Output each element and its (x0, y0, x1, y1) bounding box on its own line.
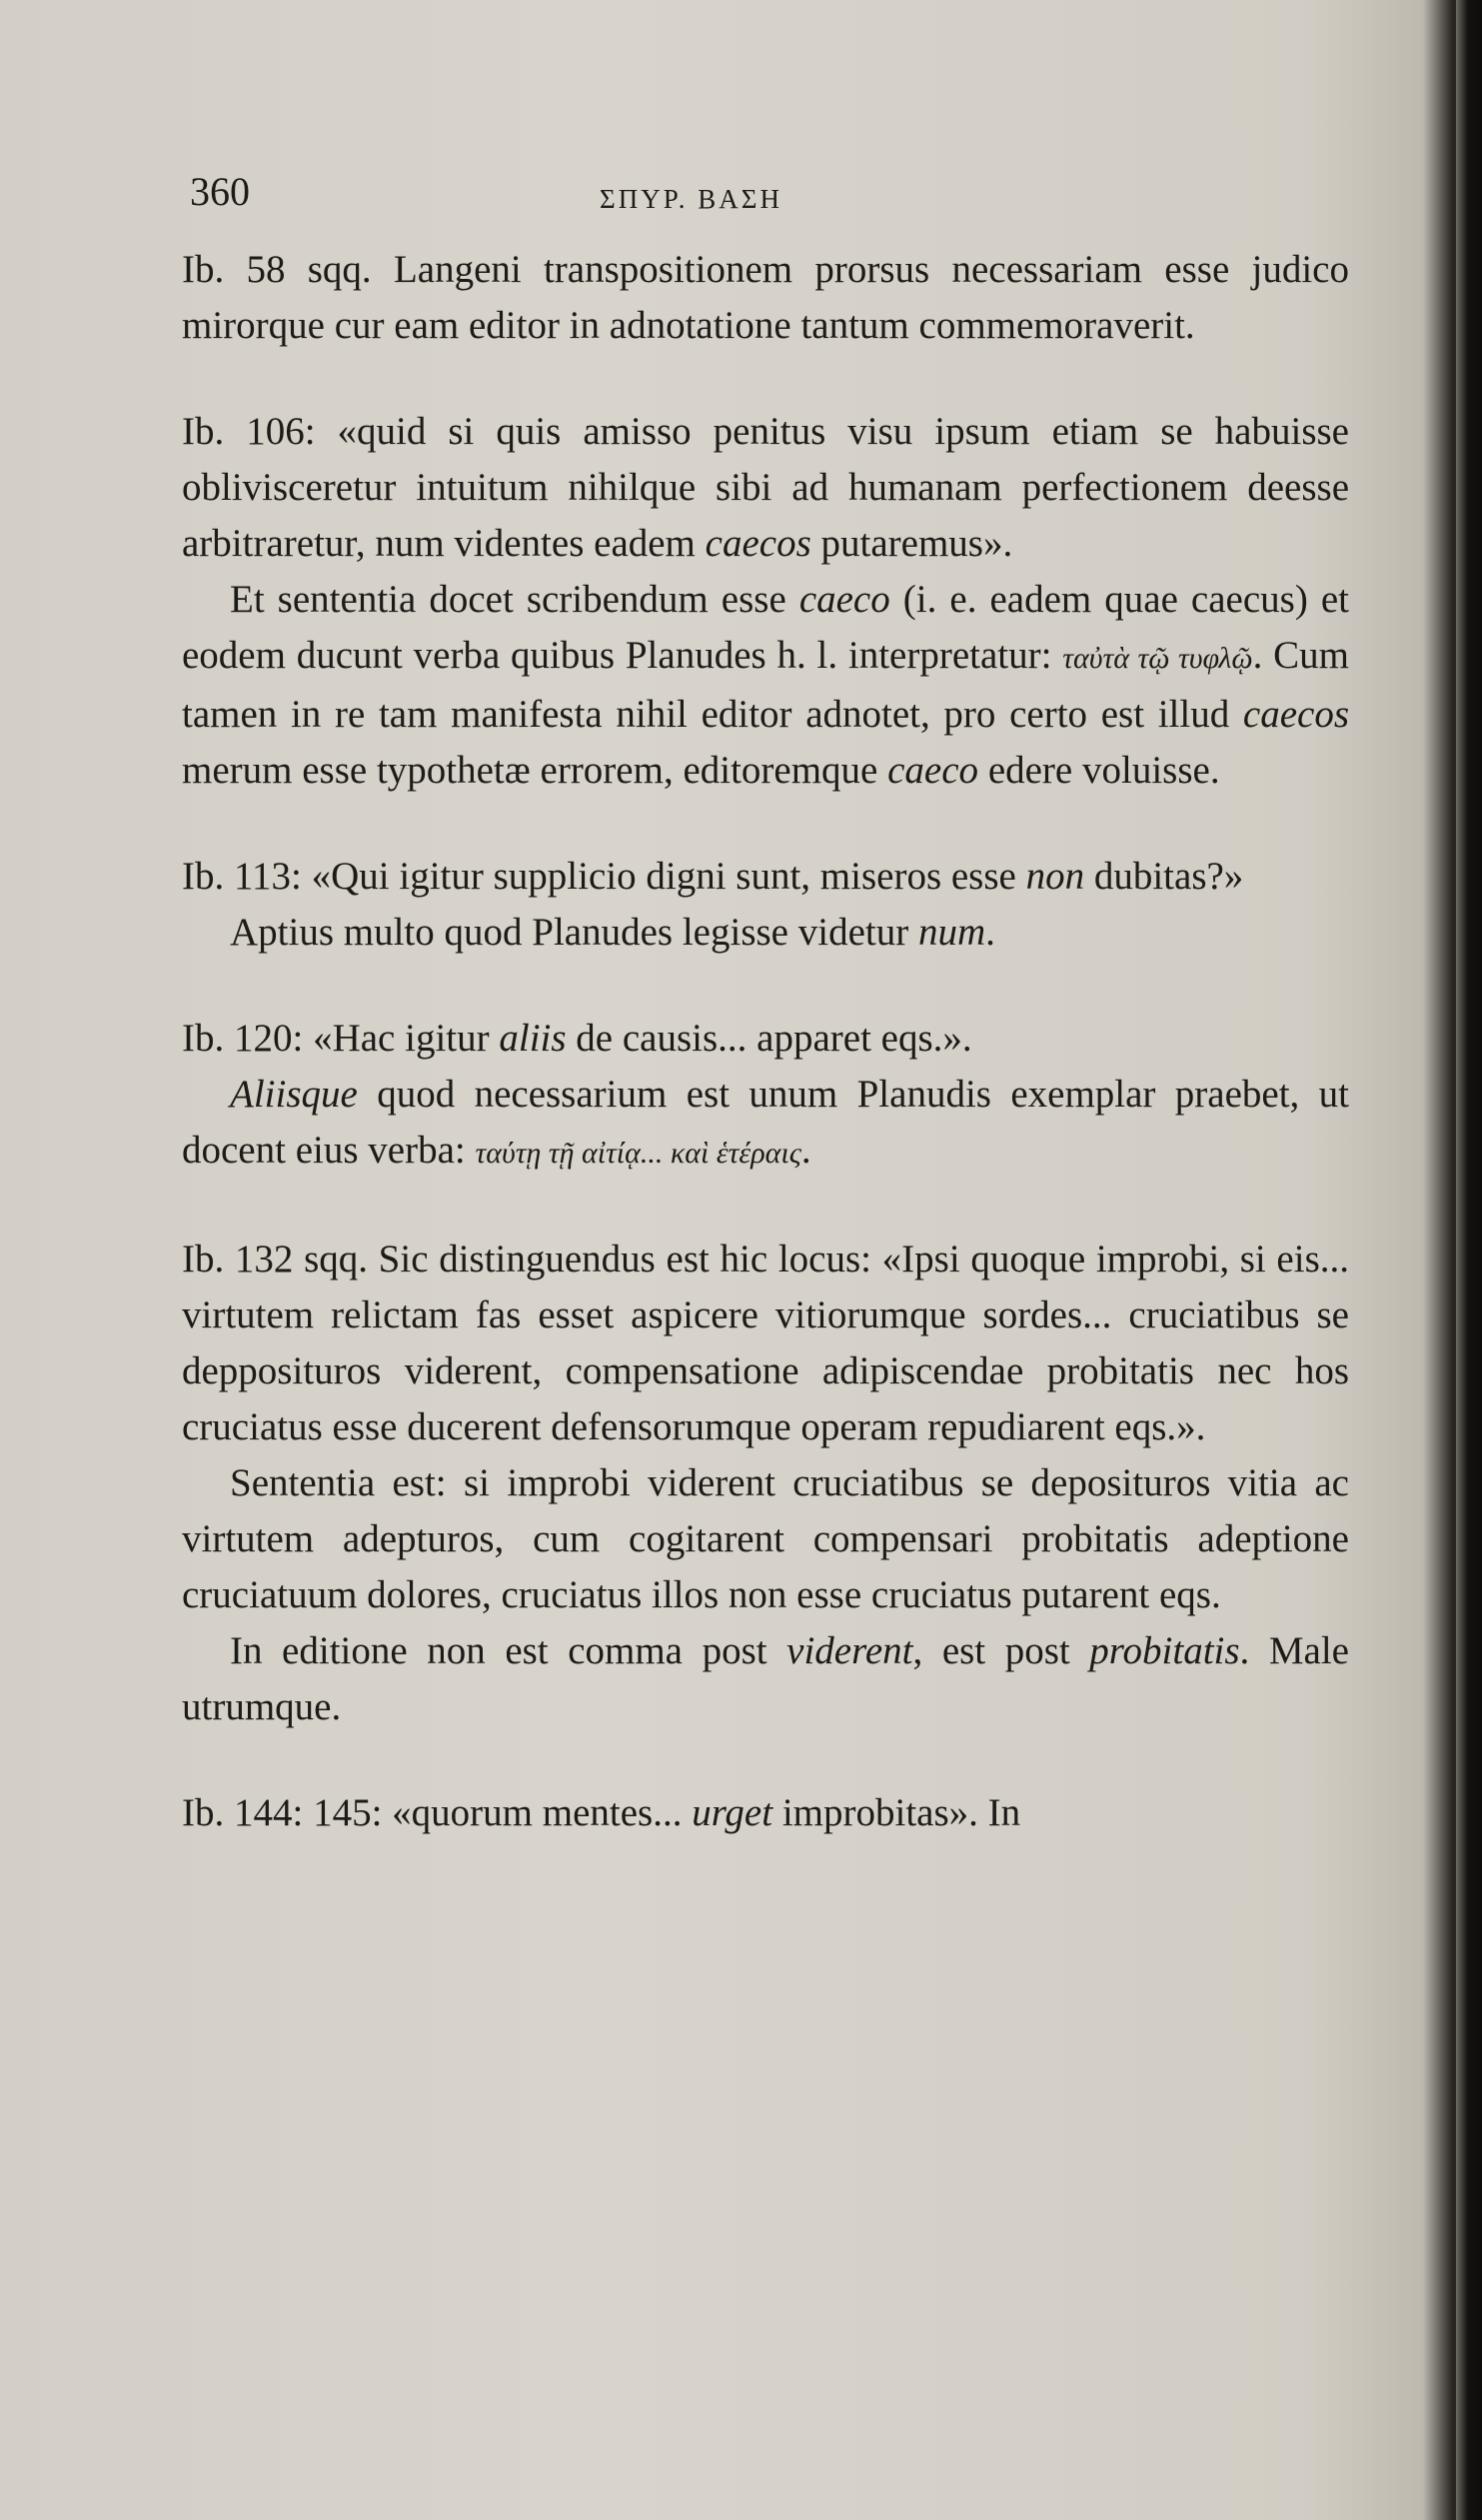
italic-word: num (917, 911, 986, 954)
text-run: de causis... apparet eqs.». (566, 1017, 972, 1060)
paragraph (182, 1232, 1349, 1455)
text-run: Ib. 144: 145: «quorum mentes... (182, 1791, 693, 1834)
paragraph (182, 1785, 1349, 1841)
text-run: merum esse typothetæ errorem, editoremque (182, 749, 888, 792)
paragraph (182, 1455, 1349, 1623)
text-run: Et sententia docet scribendum esse (230, 578, 799, 621)
text-run: . Male utrumque. (182, 1629, 1349, 1728)
text-run: , est post (912, 1629, 1090, 1672)
italic-word: probitatis (1089, 1629, 1240, 1672)
text-run: dubitas?» (1084, 855, 1244, 898)
text-run: edere voluisse. (978, 749, 1220, 792)
running-head: ΣΠΥΡ. ΒΑΣΗ (600, 184, 782, 214)
text-run: quod necessarium est unum Planudis exemplar praebet, ut docent eius verba: (182, 1073, 1349, 1172)
text-run: Ib. 106: «quid si quis amisso penitus visu ipsum etiam se habuisse oblivisceretur intuitum nihilque sibi ad humanam perfectionem deesse arbitraretur, num videntes eadem (182, 410, 1349, 565)
page-number: 360 (190, 169, 250, 214)
italic-word: aliis (499, 1017, 567, 1060)
body-text (182, 242, 1349, 1841)
paragraph (182, 905, 1349, 961)
text-run: In editione non est comma post (230, 1629, 787, 1672)
paragraph (182, 572, 1349, 799)
text-run: Ib. 120: «Hac igitur (182, 1017, 500, 1060)
text-run: . (800, 1129, 811, 1172)
text-run: Ib. 113: «Qui igitur supplicio digni sunt, miseros esse (182, 855, 1026, 898)
paragraph (182, 242, 1349, 354)
page-header (0, 168, 1482, 228)
italic-word: viderent (786, 1629, 913, 1672)
page-edge-shadow (1456, 0, 1482, 2520)
greek-phrase: ταὐτὰ τῷ τυφλῷ (1062, 642, 1253, 675)
text-run: putaremus». (810, 522, 1013, 565)
text-run: improbitas». In (772, 1791, 1021, 1834)
text-run: . (985, 911, 995, 954)
text-run: (i. e. eadem quae caecus) et eodem ducunt verba quibus Planudes h. l. interpretatur: (182, 578, 1349, 677)
italic-word: caeco (887, 749, 979, 792)
greek-phrase: ταύτῃ τῇ αἰτίᾳ... καὶ ἑτέραις (475, 1137, 801, 1170)
italic-word: non (1025, 855, 1085, 898)
paragraph (182, 1067, 1349, 1182)
italic-word: Aliisque (230, 1073, 358, 1116)
text-run: Ib. 132 sqq. Sic distinguendus est hic locus: «Ipsi quoque improbi, si eis... virtutem relictam fas esset aspicere vitiorumque sordes... cruciatibus se depposituros viderent, compensatione adipiscendae probitatis nec hos cruciatus esse ducerent defensorumque operam repudiarent eqs.». (182, 1238, 1349, 1448)
text-run: Ib. 58 sqq. Langeni transpositionem prorsus necessariam esse judico mirorque cur eam editor in adnotatione tantum commemoraverit. (182, 248, 1349, 347)
italic-word: caecos (1242, 693, 1349, 736)
italic-word: caecos (705, 522, 811, 565)
paragraph (182, 849, 1349, 905)
italic-word: urget (692, 1791, 773, 1834)
italic-word: caeco (798, 578, 890, 621)
text-run: Sententia est: si improbi viderent cruciatibus se deposituros vitia ac virtutem adepturos, cum cogitarent compensari probitatis adeptione cruciatuum dolores, cruciatus illos non esse cruciatus putarent eqs. (182, 1461, 1349, 1616)
text-run: . Cum tamen in re tam manifesta nihil editor adnotet, pro certo est illud (182, 634, 1349, 736)
paragraph (182, 1623, 1349, 1735)
paragraph (182, 1011, 1349, 1067)
text-run: Aptius multo quod Planudes legisse videtur (230, 911, 918, 954)
paragraph (182, 404, 1349, 572)
